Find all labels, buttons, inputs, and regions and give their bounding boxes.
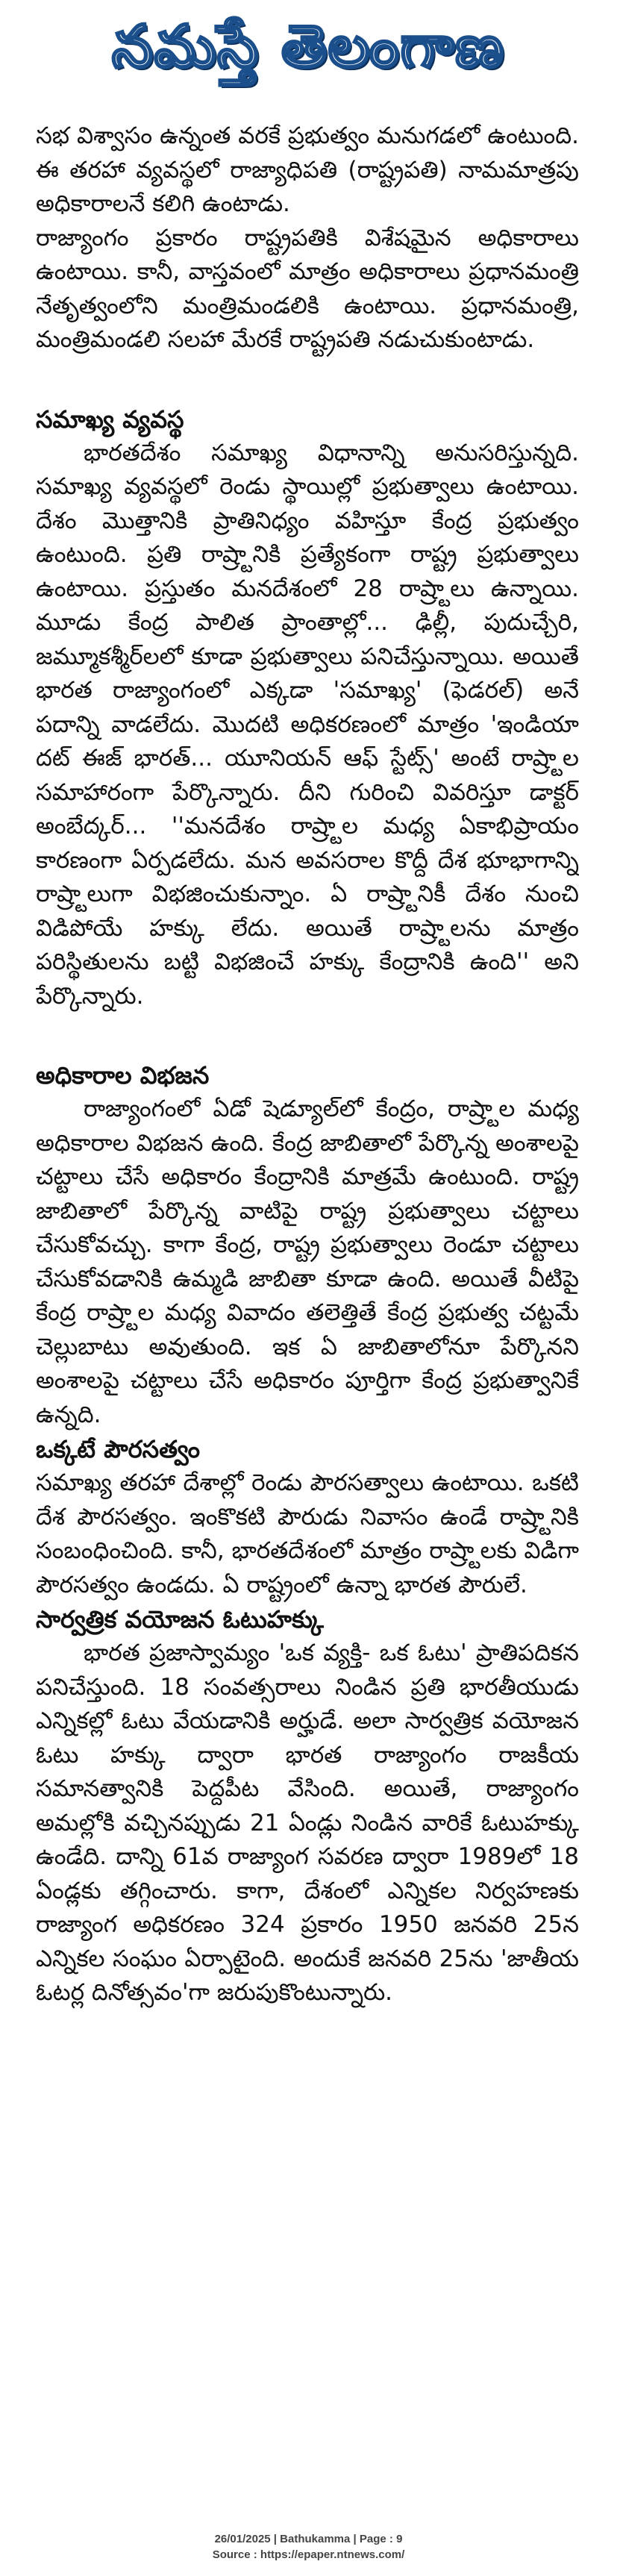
section-heading-adult-franchise: సార్వత్రిక వయోజన ఓటుహక్కు	[36, 1605, 324, 1634]
intro-paragraph-1: సభ విశ్వాసం ఉన్నంత వరకే ప్రభుత్వం మనుగడలో ఉంటుంది. ఈ తరహా వ్యవస్థలో రాజ్యాధిపతి (రాష్ట్రపతి) నామమాత్రపు అధికారాలనే కలిగి ఉంటాడు.	[36, 122, 579, 217]
article-body	[36, 119, 579, 2496]
section-heading-federal-system: సమాఖ్య వ్యవస్థ	[36, 404, 184, 434]
section-paragraph-single-citizenship: సమాఖ్య తరహా దేశాల్లో రెండు పౌరసత్వాలు ఉంటాయి. ఒకటి దేశ పౌరసత్వం. ఇంకొకటి పౌరుడు నివాసం ఉండే రాష్ర్టానికి సంబంధించింది. కానీ, భారతదేశంలో మాత్రం రాష్ర్టాలకు విడిగా పౌరసత్వం ఉండదు. ఏ రాష్ట్రంలో ఉన్నా భారత పౌరులే.	[36, 1469, 579, 1598]
newspaper-logo-title: నమస్తే తెలంగాణ	[112, 13, 505, 81]
section-paragraph-adult-franchise: భారత ప్రజాస్వామ్యం 'ఒక వ్యక్తి- ఒక ఓటు' ప్రాతిపదికన పనిచేస్తుంది. 18 సంవత్సరాలు నిండిన ప్రతి భారతీయుడు ఎన్నికల్లో ఓటు వేయడానికి అర్హుడే. అలా సార్వత్రిక వయోజన ఓటు హక్కు ద్వారా భారత రాజ్యాంగం రాజకీయ సమానత్వానికి పెద్దపీట వేసింది. అయితే, రాజ్యాంగం అమల్లోకి వచ్చినప్పుడు 21 ఏండ్లు నిండిన వారికే ఓటుహక్కు ఉండేది. దాన్ని 61వ రాజ్యాంగ సవరణ ద్వారా 1989లో 18 ఏండ్లకు తగ్గించారు. కాగా, దేశంలో ఎన్నికల నిర్వహణకు రాజ్యాంగ అధికరణం 324 ప్రకారం 1950 జనవరి 25న ఎన్నికల సంఘం ఏర్పాటైంది. అందుకే జనవరి 25ను 'జాతీయ ఓటర్ల దినోత్సవం'గా జరుపుకొంటున్నారు.	[36, 1639, 579, 2006]
page-footer	[0, 2531, 617, 2563]
section-paragraph-division-of-powers: రాజ్యాంగంలో ఏడో షెడ్యూల్‌లో కేంద్రం, రాష్ర్టాల మధ్య అధికారాల విభజన ఉంది. కేంద్ర జాబితాలో పేర్కొన్న అంశాలపై చట్టాలు చేసే అధికారం కేంద్రానికి మాత్రమే ఉంటుంది. రాష్ట్ర జాబితాలో పేర్కొన్న వాటిపై రాష్ట్ర ప్రభుత్వాలు చట్టాలు చేసుకోవచ్చు. కాగా కేంద్ర, రాష్ట్ర ప్రభుత్వాలు రెండూ చట్టాలు చేసుకోవడానికి ఉమ్మడి జాబితా కూడా ఉంది. అయితే వీటిపై కేంద్ర రాష్ర్టాల మధ్య వివాదం తలెత్తితే కేంద్ర ప్రభుత్వ చట్టమే చెల్లుబాటు అవుతుంది. ఇక ఏ జాబితాలోనూ పేర్కొనని అంశాలపై చట్టాలు చేసే అధికారం పూర్తిగా కేంద్ర ప్రభుత్వానికే ఉన్నది.	[36, 1095, 579, 1428]
section-heading-single-citizenship: ఒక్కటే పౌరసత్వం	[36, 1435, 201, 1463]
section-heading-division-of-powers: అధికారాల విభజన	[36, 1061, 210, 1090]
footer-source-line: Source : https://epaper.ntnews.com/	[212, 2548, 405, 2561]
intro-paragraph-2: రాజ్యాంగం ప్రకారం రాష్ట్రపతికి విశేషమైన అధికారాలు ఉంటాయి. కానీ, వాస్తవంలో మాత్రం అధికారాలు ప్రధానమంత్రి నేతృత్వంలోని మంత్రిమండలికి ఉంటాయి. ప్రధానమంత్రి, మంత్రిమండలి సలహా మేరకే రాష్ట్రపతి నడుచుకుంటాడు.	[36, 224, 579, 353]
footer-edition-line: 26/01/2025 | Bathukamma | Page : 9	[214, 2533, 403, 2545]
masthead	[0, 13, 617, 95]
section-paragraph-federal-system: భారతదేశం సమాఖ్య విధానాన్ని అనుసరిస్తున్నది. సమాఖ్య వ్యవస్థలో రెండు స్థాయిల్లో ప్రభుత్వాలు ఉంటాయి. దేశం మొత్తానికి ప్రాతినిధ్యం వహిస్తూ కేంద్ర ప్రభుత్వం ఉంటుంది. ప్రతి రాష్ర్టానికి ప్రత్యేకంగా రాష్ట్ర ప్రభుత్వాలు ఉంటాయి. ప్రస్తుతం మనదేశంలో 28 రాష్ర్టాలు ఉన్నాయి. మూడు కేంద్ర పాలిత ప్రాంతాల్లో... ఢిల్లీ, పుదుచ్చేరి, జమ్మూకశ్మీర్‌లలో కూడా ప్రభుత్వాలు పనిచేస్తున్నాయి. అయితే భారత రాజ్యాంగంలో ఎక్కడా 'సమాఖ్య' (ఫెడరల్) అనే పదాన్ని వాడలేదు. మొదటి అధికరణంలో మాత్రం 'ఇండియా దట్ ఈజ్ భారత్... యూనియన్ ఆఫ్ స్టేట్స్' అంటే రాష్ర్టాల సమాహారంగా పేర్కొన్నారు. దీని గురించి వివరిస్తూ డాక్టర్ అంబేద్కర్... ''మనదేశం రాష్ర్టాల మధ్య ఏకాభిప్రాయం కారణంగా ఏర్పడలేదు. మన అవసరాల కొద్దీ దేశ భూభాగాన్ని రాష్ర్టాలుగా విభజించుకున్నాం. ఏ రాష్ర్టానికీ దేశం నుంచి విడిపోయే హక్కు లేదు. అయితే రాష్ర్టాలను మాత్రం పరిస్థితులను బట్టి విభజించే హక్కు కేంద్రానికి ఉంది'' అని పేర్కొన్నారు.	[36, 439, 579, 1010]
